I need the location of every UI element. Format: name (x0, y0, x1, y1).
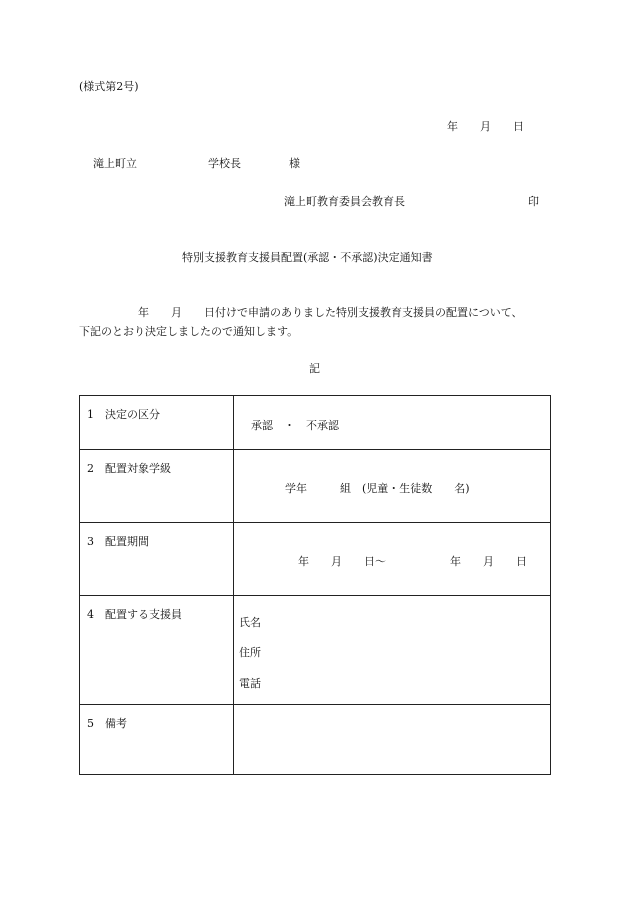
row-label-period: 3 配置期間 (87, 535, 149, 548)
seal-mark: 印 (528, 195, 539, 208)
body-line-1: 年 月 日付けで申請のありました特別支援教育支援員の配置について、 (138, 306, 523, 319)
field-address: 住所 (239, 646, 261, 659)
column-divider (233, 396, 234, 774)
decision-options: 承認 ・ 不承認 (251, 419, 339, 432)
table-row (80, 704, 550, 776)
ki-heading: 記 (309, 362, 320, 375)
table-row (80, 396, 550, 449)
addressee-town: 滝上町立 (93, 157, 137, 170)
form-number: (様式第2号) (79, 80, 139, 93)
row-label-remarks: 5 備考 (87, 717, 127, 730)
addressee-honorific: 様 (289, 157, 300, 170)
target-class-content: 学年 組 (児童・生徒数 名) (285, 482, 470, 495)
table-row (80, 449, 550, 522)
row-label-assistant: 4 配置する支援員 (87, 608, 182, 621)
table-row (80, 522, 550, 595)
period-start: 年 月 日〜 (298, 555, 386, 568)
table-row (80, 595, 550, 704)
row-label-decision: 1 決定の区分 (87, 408, 160, 421)
period-end: 年 月 日 (450, 555, 527, 568)
row-label-target-class: 2 配置対象学級 (87, 462, 171, 475)
body-line-2: 下記のとおり決定しましたので通知します。 (79, 325, 299, 338)
decision-table (79, 395, 551, 775)
document-title: 特別支援教育支援員配置(承認・不承認)決定通知書 (182, 251, 433, 264)
field-name: 氏名 (239, 616, 261, 629)
field-phone: 電話 (239, 677, 261, 690)
date-line: 年 月 日 (447, 120, 524, 133)
sender-name: 滝上町教育委員会教育長 (284, 195, 405, 208)
addressee-principal: 学校長 (208, 157, 241, 170)
